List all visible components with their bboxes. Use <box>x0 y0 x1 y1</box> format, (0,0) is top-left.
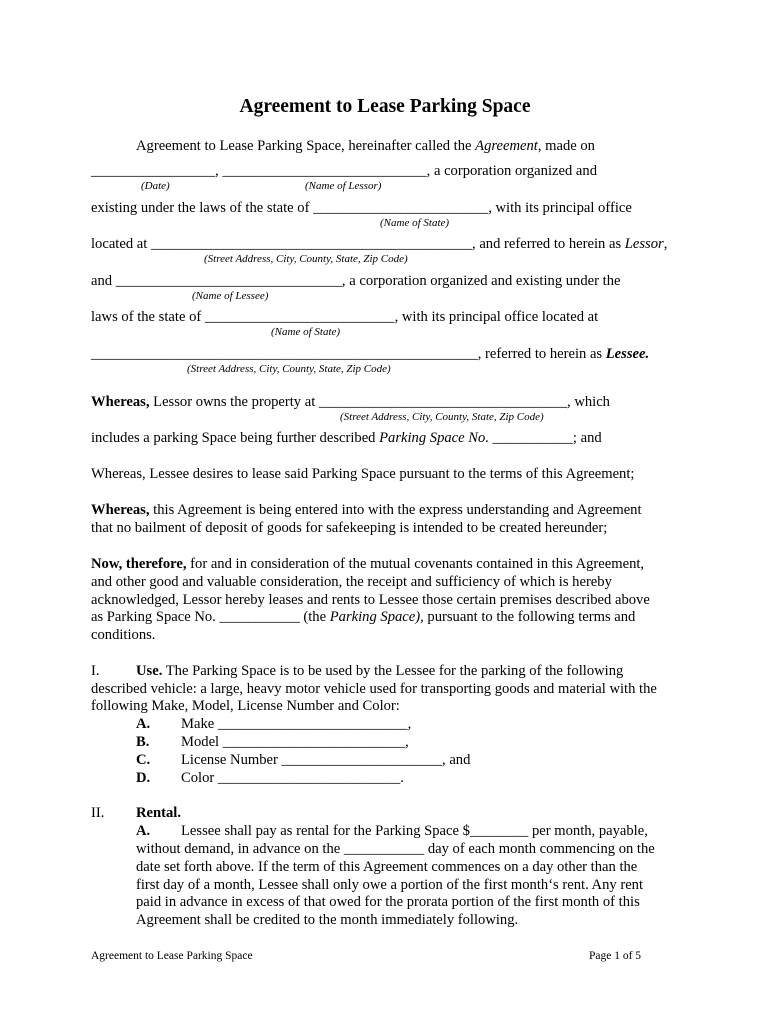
preamble-line-2: _________________, ____________________________, a corporation organized and <box>91 163 597 179</box>
item-letter-c: C. <box>136 752 151 768</box>
preamble-line-5: and _______________________________, a corporation organized and existing under the <box>91 273 621 289</box>
whereas-1-line-2-text: includes a parking Space being further described <box>91 430 380 446</box>
lessee-term: Lessee. <box>605 346 650 362</box>
caption-name-of-state-1: (Name of State) <box>380 217 450 229</box>
now-therefore-line-2: and other good and valuable consideration, the receipt and sufficiency of which is hereby <box>91 574 612 590</box>
caption-street-address-3: (Street Address, City, County, State, Zip Code) <box>340 411 544 423</box>
section-1-line-1 <box>136 662 623 680</box>
agreement-term: Agreement <box>475 138 538 154</box>
section-2-line-5: paid in advance in excess of that owed for the prorata portion of the first month of this <box>136 894 640 910</box>
item-make: Make __________________________, <box>181 716 412 732</box>
caption-street-address-1: (Street Address, City, County, State, Zip Code) <box>204 253 408 265</box>
preamble-line-4-end: , <box>663 236 668 252</box>
whereas-3-line-1 <box>91 501 642 519</box>
section-2-line-6: Agreement shall be credited to the month immediately following. <box>136 912 519 928</box>
whereas-1-line-1 <box>91 393 610 411</box>
section-2-line-4: first day of a month, Lessee shall only owe a portion of the first month‘s rent. Any rent <box>136 877 644 893</box>
section-1-heading: Use. <box>136 663 163 679</box>
footer-document-title: Agreement to Lease Parking Space <box>91 950 253 962</box>
section-2-line-1: Lessee shall pay as rental for the Parking Space $________ per month, payable, <box>181 823 648 839</box>
item-license-number: License Number ______________________, and <box>181 752 471 768</box>
now-therefore-line-3: acknowledged, Lessor hereby leases and rents to Lessee those certain premises described above <box>91 592 650 608</box>
whereas-label-1: Whereas, <box>91 394 150 410</box>
section-2-line-2: without demand, in advance on the ___________ day of each month commencing on the <box>136 841 655 857</box>
section-2-number: II. <box>91 805 105 821</box>
whereas-3-text: this Agreement is being entered into with the express understanding and Agreement <box>149 502 642 518</box>
whereas-label-3: Whereas, <box>91 502 150 518</box>
now-therefore-line-4 <box>91 608 635 626</box>
preamble-line-3: existing under the laws of the state of ________________________, with its principal office <box>91 200 632 216</box>
now-therefore-text: for and in consideration of the mutual covenants contained in this Agreement, <box>186 556 645 572</box>
footer-page-number: Page 1 of 5 <box>589 950 642 962</box>
section-2-heading: Rental. <box>136 805 181 821</box>
section-1-number: I. <box>91 663 100 679</box>
preamble-line-4-text: located at ____________________________________________, and referred to herein as <box>91 236 625 252</box>
section-2-line-3: date set forth above. If the term of this Agreement commences on a day other than the <box>136 859 638 875</box>
parking-space-term: Parking Space), <box>329 609 424 625</box>
preamble-line-7 <box>91 345 649 363</box>
now-therefore-line-4-text: as Parking Space No. ___________ (the <box>91 609 330 625</box>
preamble-line-6: laws of the state of __________________________, with its principal office located at <box>91 309 599 325</box>
now-therefore-line-1 <box>91 555 644 573</box>
preamble-line-7-text: _____________________________________________________, referred to herein as <box>91 346 606 362</box>
item-model: Model _________________________, <box>181 734 409 750</box>
whereas-1-line-2 <box>91 429 602 447</box>
caption-name-of-lessor: (Name of Lessor) <box>305 180 382 192</box>
section-1-line-2: described vehicle: a large, heavy motor vehicle used for transporting goods and material with the <box>91 681 657 697</box>
preamble-line-4 <box>91 235 667 253</box>
now-therefore-line-5: conditions. <box>91 627 156 643</box>
document-title: Agreement to Lease Parking Space <box>239 96 531 117</box>
preamble-line-1-end: , made on <box>537 138 595 154</box>
whereas-3-line-2: that no bailment of deposit of goods for safekeeping is intended to be created hereunder; <box>91 520 608 536</box>
caption-street-address-2: (Street Address, City, County, State, Zip Code) <box>187 363 391 375</box>
section-1-line-3: following Make, Model, License Number and Color: <box>91 698 400 714</box>
caption-name-of-state-2: (Name of State) <box>271 326 341 338</box>
item-color: Color _________________________. <box>181 770 404 786</box>
item-letter-d: D. <box>136 770 151 786</box>
now-therefore-line-4-end: pursuant to the following terms and <box>423 609 636 625</box>
preamble-line-1 <box>136 137 595 155</box>
item-letter-a: A. <box>136 716 151 732</box>
preamble-line-1-text: Agreement to Lease Parking Space, hereinafter called the <box>136 138 476 154</box>
lessor-term: Lessor <box>624 236 664 252</box>
caption-date: (Date) <box>141 180 170 192</box>
section-1-text: The Parking Space is to be used by the Lessee for the parking of the following <box>162 663 624 679</box>
whereas-2: Whereas, Lessee desires to lease said Parking Space pursuant to the terms of this Agreement; <box>91 466 635 482</box>
item-letter-b: B. <box>136 734 150 750</box>
parking-space-no-term: Parking Space No. <box>379 430 489 446</box>
section-2-letter-a: A. <box>136 823 151 839</box>
whereas-1-line-2-end: ___________; and <box>488 430 602 446</box>
caption-name-of-lessee: (Name of Lessee) <box>192 290 269 302</box>
whereas-1-text: Lessor owns the property at __________________________________, which <box>149 394 610 410</box>
now-therefore-label: Now, therefore, <box>91 556 187 572</box>
